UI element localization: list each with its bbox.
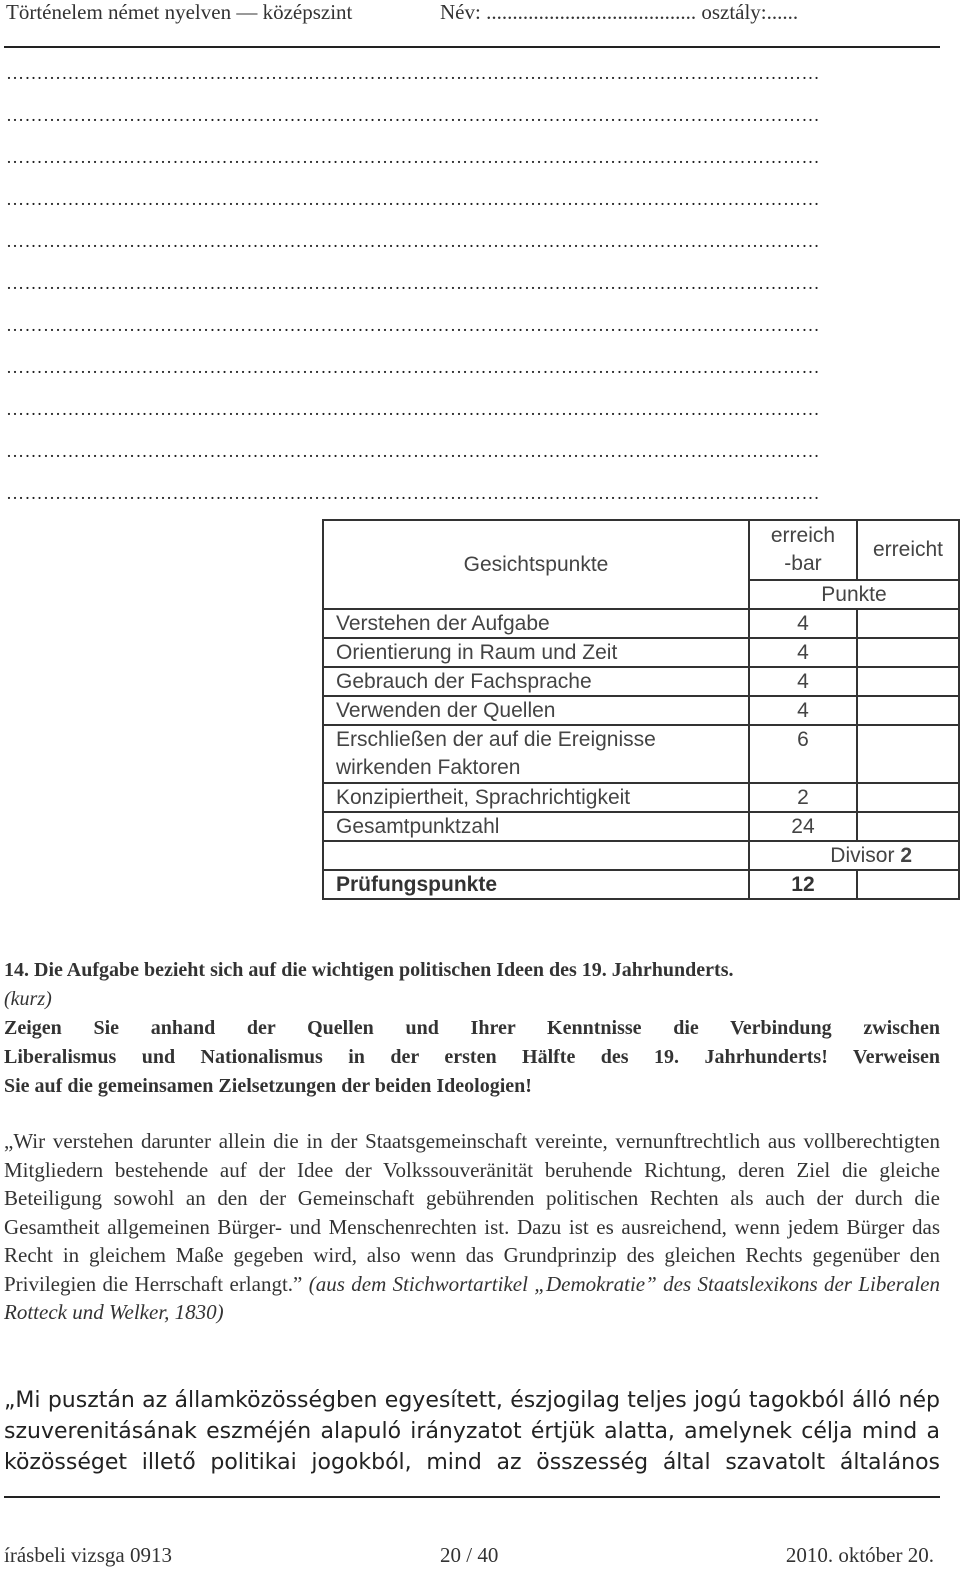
reachable-header: erreich-bar xyxy=(749,520,857,580)
question-task-line: Zeigen Sie anhand der Quellen und Ihrer Kenntnisse die Verbindung zwischen xyxy=(4,1017,940,1039)
footer-date: 2010. október 20. xyxy=(785,1543,934,1567)
criterion-reached-cell[interactable] xyxy=(857,812,959,841)
exam-points-value: 12 xyxy=(749,870,857,899)
question-task-line: Liberalismus und Nationalismus in der ersten Hälfte des 19. Jahrhunderts! Verweisen xyxy=(4,1046,940,1068)
answer-line: …………………………………………………………………………………………………………………… xyxy=(6,358,820,376)
question-title: 14. Die Aufgabe bezieht sich auf die wichtigen politischen Ideen des 19. Jahrhunderts. xyxy=(4,959,734,981)
question-task-line: Sie auf die gemeinsamen Zielsetzungen der beiden Ideologien! xyxy=(4,1075,532,1097)
answer-line: …………………………………………………………………………………………………………………… xyxy=(6,442,820,460)
criterion-points: 4 xyxy=(749,667,857,696)
divisor-row xyxy=(749,841,959,870)
source-hungarian-line: „Mi pusztán az államközösségben egyesített, észjogilag teljes jogú tagokból álló nép xyxy=(4,1388,940,1413)
subject-title: Történelem német nyelven — középszint xyxy=(6,0,353,24)
criterion-points: 24 xyxy=(749,812,857,841)
divisor-label: Divisor xyxy=(830,843,895,867)
scoring-table xyxy=(322,519,960,900)
exam-points-label: Prüfungspunkte xyxy=(323,870,749,899)
answer-line: …………………………………………………………………………………………………………………… xyxy=(6,64,820,82)
criterion-points: 4 xyxy=(749,609,857,638)
source-german xyxy=(4,1127,940,1327)
footer-exam-code: írásbeli vizsga 0913 xyxy=(4,1543,172,1567)
criterion-label: Orientierung in Raum und Zeit xyxy=(323,638,749,667)
header-rule xyxy=(4,46,940,48)
criterion-points: 4 xyxy=(749,638,857,667)
answer-line: …………………………………………………………………………………………………………………… xyxy=(6,106,820,124)
source-hungarian-line: szuverenitásának eszméjén alapuló irányzatot értjük alatta, amelynek célja mind a xyxy=(4,1419,940,1444)
criterion-points: 4 xyxy=(749,696,857,725)
answer-line: …………………………………………………………………………………………………………………… xyxy=(6,232,820,250)
answer-line: …………………………………………………………………………………………………………………… xyxy=(6,190,820,208)
criterion-label: Verwenden der Quellen xyxy=(323,696,749,725)
divisor-value: 2 xyxy=(900,843,912,867)
criterion-reached-cell[interactable] xyxy=(857,609,959,638)
answer-line: …………………………………………………………………………………………………………………… xyxy=(6,484,820,502)
criterion-label: Verstehen der Aufgabe xyxy=(323,609,749,638)
exam-points-reached-cell[interactable] xyxy=(857,870,959,899)
criterion-label: Gebrauch der Fachsprache xyxy=(323,667,749,696)
question-type: (kurz) xyxy=(4,988,52,1010)
source-quote: „Wir verstehen darunter allein die in der Staatsgemeinschaft vereinte, vernunftrechtlich aus vollberechtigten Mitgliedern bestehende auf der Idee der Volkssouveränität beruhende Richtung, deren Ziel die gleiche Beteiligung sowohl an den der Gemeinschaft gebührenden politischen Rechten als auch der durch die Gesamtheit allgemeinen Bürger- und Menschenrechten ist. Dazu ist es ausreichend, wenn jedem Bürger das Recht in gleichem Maße gegeben wird, also wenn das Grundprinzip des gleichen Rechts gegenüber den Privilegien die Herrschaft erlangt.” xyxy=(4,1129,940,1296)
criterion-points: 6 xyxy=(749,725,857,783)
name-class-field: Név: ........................................ osztály:...... xyxy=(440,0,799,24)
page-number: 20 / 40 xyxy=(440,1543,499,1567)
points-header: Punkte xyxy=(749,580,959,609)
source-hungarian-line: közösséget illető politikai jogokból, mind az összesség által szavatolt általános xyxy=(4,1450,940,1475)
criterion-points: 2 xyxy=(749,783,857,812)
answer-line: …………………………………………………………………………………………………………………… xyxy=(6,316,820,334)
criterion-reached-cell[interactable] xyxy=(857,696,959,725)
criterion-label: Erschließen der auf die Ereignisse wirkenden Faktoren xyxy=(323,725,749,783)
footer-rule xyxy=(4,1496,940,1498)
criterion-label: Gesamtpunktzahl xyxy=(323,812,749,841)
source-citation: (aus dem Stichwortartikel „Demokratie” des Staatslexikons der Liberalen Rotteck und Welker, 1830) xyxy=(4,1271,940,1324)
criterion-reached-cell[interactable] xyxy=(857,667,959,696)
reached-header: erreicht xyxy=(857,520,959,580)
criterion-reached-cell[interactable] xyxy=(857,725,959,783)
answer-line: …………………………………………………………………………………………………………………… xyxy=(6,400,820,418)
criterion-label: Konzipiertheit, Sprachrichtigkeit xyxy=(323,783,749,812)
criterion-reached-cell[interactable] xyxy=(857,783,959,812)
answer-line: …………………………………………………………………………………………………………………… xyxy=(6,148,820,166)
page-header xyxy=(6,0,940,44)
answer-line: …………………………………………………………………………………………………………………… xyxy=(6,274,820,292)
criteria-header: Gesichtspunkte xyxy=(323,520,749,609)
criterion-reached-cell[interactable] xyxy=(857,638,959,667)
page-footer xyxy=(4,1542,940,1572)
